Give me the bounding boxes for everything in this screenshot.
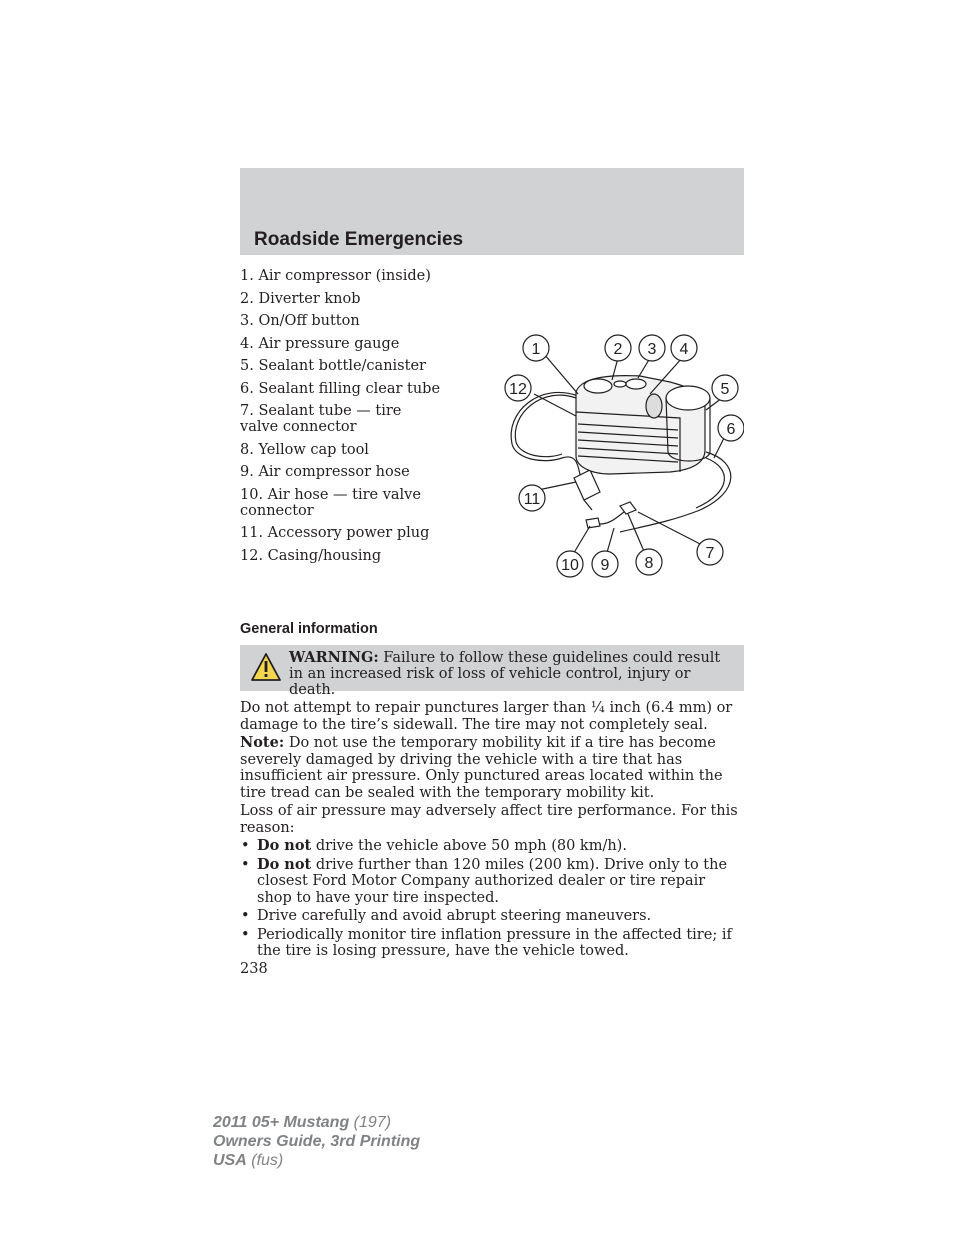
warning-label: WARNING: <box>289 649 379 666</box>
warning-triangle-icon <box>250 652 282 682</box>
callout-12: 12 <box>509 381 527 398</box>
list-item: 12. Casing/housing <box>240 547 382 564</box>
list-item <box>240 857 744 907</box>
bullet-icon: • <box>241 926 250 943</box>
bullet-emphasis: Do not <box>257 837 312 854</box>
callout-11: 11 <box>523 491 541 508</box>
list-item: 3. On/Off button <box>240 313 360 329</box>
note-label: Note: <box>240 734 285 751</box>
note-text: Do not use the temporary mobility kit if a tire has become severely damaged by driving the vehicle with a tire that has insufficient air pressure. Only punctured areas located within the tire tread can be sealed with the temporary mobility kit. <box>240 735 723 801</box>
callout-8: 8 <box>644 555 654 572</box>
bullet-list <box>240 838 744 960</box>
list-item: 1. Air compressor (inside) <box>240 268 431 284</box>
section-title: Roadside Emergencies <box>254 229 464 250</box>
list-item: 5. Sealant bottle/canister <box>240 358 426 374</box>
bullet-text: drive the vehicle above 50 mph (80 km/h). <box>315 838 627 854</box>
list-item: 4. Air pressure gauge <box>240 335 400 352</box>
callout-1: 1 <box>531 341 541 358</box>
list-item: 7. Sealant tube — tire valve connector <box>240 403 402 435</box>
callout-4: 4 <box>679 341 689 358</box>
callout-10: 10 <box>561 557 579 574</box>
bullet-text: Periodically monitor tire inflation pressure in the affected tire; if the tire is losing pressure, have the vehicle towed. <box>257 926 732 959</box>
footer-model: 2011 05+ Mustang <box>213 1114 350 1131</box>
list-item: 11. Accessory power plug <box>240 525 430 541</box>
footer-line <box>213 1113 420 1132</box>
warning-text <box>289 650 737 698</box>
list-item <box>240 838 744 855</box>
footer-market: USA <box>213 1152 247 1169</box>
list-item <box>240 927 744 960</box>
list-item: 2. Diverter knob <box>240 290 361 307</box>
footer-line <box>213 1132 420 1151</box>
callout-3: 3 <box>647 341 657 358</box>
parts-list <box>240 268 490 570</box>
callout-5: 5 <box>720 381 730 398</box>
footer-model-code: (197) <box>353 1114 392 1131</box>
footer-market-code: (fus) <box>251 1152 284 1169</box>
callout-6: 6 <box>726 421 736 438</box>
footer-line <box>213 1151 420 1170</box>
bullet-icon: • <box>241 856 250 873</box>
warning-message: Failure to follow these guidelines could result in an increased risk of loss of vehicle control, injury or death. <box>289 650 721 698</box>
list-item: 8. Yellow cap tool <box>240 441 369 458</box>
footer <box>213 1113 420 1170</box>
bullet-icon: • <box>241 838 250 854</box>
bullet-emphasis: Do not <box>257 855 312 873</box>
section-header-band <box>240 168 744 255</box>
page-number: 238 <box>240 961 268 977</box>
body-text <box>240 700 744 962</box>
list-item <box>240 908 744 925</box>
bullet-icon: • <box>241 908 250 924</box>
list-item: 9. Air compressor hose <box>240 464 410 480</box>
callout-7: 7 <box>705 545 715 562</box>
section-heading: General information <box>240 621 378 637</box>
footer-guide: Owners Guide, 3rd Printing <box>213 1133 421 1150</box>
note-paragraph <box>240 735 744 801</box>
tire-mobility-kit-illustration <box>500 332 744 580</box>
paragraph: Do not attempt to repair punctures larger than ¼ inch (6.4 mm) or damage to the tire’s sidewall. The tire may not completely seal. <box>240 700 733 733</box>
warning-box <box>240 645 744 698</box>
callout-2: 2 <box>613 341 623 358</box>
list-item: 10. Air hose — tire valve connector <box>240 486 421 519</box>
bullet-text: Drive carefully and avoid abrupt steering maneuvers. <box>257 908 652 924</box>
callout-9: 9 <box>600 557 610 574</box>
bullet-text: drive further than 120 miles (200 km). Drive only to the closest Ford Motor Company authorized dealer or tire repair shop to have your tire inspected. <box>257 856 728 906</box>
paragraph: Loss of air pressure may adversely affect tire performance. For this reason: <box>240 803 738 836</box>
list-item: 6. Sealant filling clear tube <box>240 380 441 397</box>
